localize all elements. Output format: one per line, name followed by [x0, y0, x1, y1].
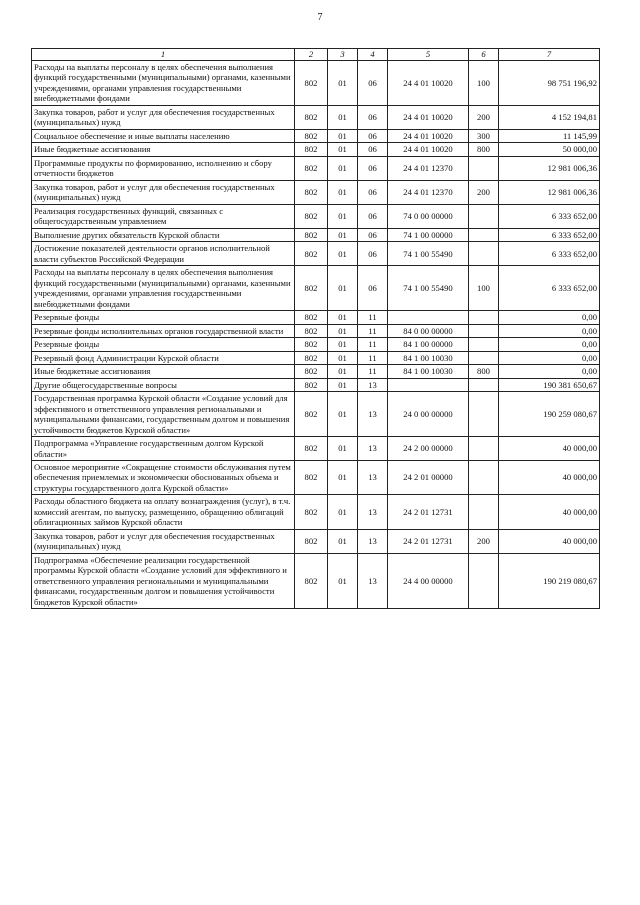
cell-target-article [388, 378, 469, 391]
cell-department-code: 802 [295, 228, 328, 241]
table-row [32, 156, 600, 180]
cell-expense-type [469, 495, 499, 529]
table-row [32, 553, 600, 608]
cell-department-code: 802 [295, 324, 328, 337]
cell-section-code: 01 [328, 266, 358, 311]
cell-amount: 11 145,99 [499, 129, 600, 142]
cell-subsection-code: 13 [358, 378, 388, 391]
cell-department-code: 802 [295, 204, 328, 228]
table-row [32, 143, 600, 156]
cell-amount: 0,00 [499, 311, 600, 324]
cell-name: Резервные фонды [32, 338, 295, 351]
cell-section-code: 01 [328, 392, 358, 437]
cell-section-code: 01 [328, 228, 358, 241]
cell-name: Закупка товаров, работ и услуг для обеспечения государственных (муниципальных) нужд [32, 105, 295, 129]
cell-department-code: 802 [295, 156, 328, 180]
cell-subsection-code: 06 [358, 204, 388, 228]
cell-section-code: 01 [328, 460, 358, 494]
cell-expense-type [469, 228, 499, 241]
table-row [32, 338, 600, 351]
cell-expense-type: 300 [469, 129, 499, 142]
cell-amount: 190 219 080,67 [499, 553, 600, 608]
cell-subsection-code: 13 [358, 460, 388, 494]
cell-name: Социальное обеспечение и иные выплаты населению [32, 129, 295, 142]
cell-department-code: 802 [295, 437, 328, 461]
cell-target-article: 84 1 00 00000 [388, 338, 469, 351]
table-row [32, 392, 600, 437]
cell-expense-type [469, 351, 499, 364]
cell-target-article: 24 2 00 00000 [388, 437, 469, 461]
cell-department-code: 802 [295, 351, 328, 364]
cell-section-code: 01 [328, 553, 358, 608]
cell-subsection-code: 13 [358, 529, 388, 553]
cell-section-code: 01 [328, 437, 358, 461]
cell-expense-type: 200 [469, 180, 499, 204]
table-row [32, 129, 600, 142]
cell-target-article: 24 2 01 12731 [388, 529, 469, 553]
cell-name: Подпрограмма «Управление государственным долгом Курской области» [32, 437, 295, 461]
cell-expense-type [469, 242, 499, 266]
table-row [32, 437, 600, 461]
cell-name: Реализация государственных функций, связанных с общегосударственным управлением [32, 204, 295, 228]
cell-department-code: 802 [295, 180, 328, 204]
cell-section-code: 01 [328, 311, 358, 324]
cell-department-code: 802 [295, 242, 328, 266]
cell-amount: 98 751 196,92 [499, 61, 600, 106]
cell-amount: 0,00 [499, 365, 600, 378]
cell-expense-type: 200 [469, 105, 499, 129]
cell-expense-type [469, 392, 499, 437]
cell-target-article: 84 1 00 10030 [388, 351, 469, 364]
cell-name: Государственная программа Курской области «Создание условий для эффективного и ответственного управления региональными и муниципальными финансами, государственным долгом и повышения устойчивости бюджетов Курской области» [32, 392, 295, 437]
cell-department-code: 802 [295, 529, 328, 553]
cell-name: Резервные фонды [32, 311, 295, 324]
cell-section-code: 01 [328, 204, 358, 228]
cell-section-code: 01 [328, 378, 358, 391]
cell-amount: 6 333 652,00 [499, 204, 600, 228]
cell-target-article: 24 4 01 10020 [388, 105, 469, 129]
cell-amount: 0,00 [499, 351, 600, 364]
cell-name: Подпрограмма «Обеспечение реализации государственной программы Курской области «Создание условий для эффективного и ответственного управления региональными и муниципальными финансами, государственным долгом и повышения устойчивости бюджетов Курской области» [32, 553, 295, 608]
table-row [32, 495, 600, 529]
cell-section-code: 01 [328, 365, 358, 378]
cell-name: Резервные фонды исполнительных органов государственной власти [32, 324, 295, 337]
cell-amount: 0,00 [499, 338, 600, 351]
cell-amount: 12 981 006,36 [499, 156, 600, 180]
cell-department-code: 802 [295, 105, 328, 129]
table-row [32, 311, 600, 324]
cell-name: Программные продукты по формированию, исполнению и сбору отчетности бюджетов [32, 156, 295, 180]
cell-subsection-code: 11 [358, 324, 388, 337]
cell-name: Основное мероприятие «Сокращение стоимости обслуживания путем обеспечения приемлемых и экономически обоснованных объема и структуры государственного долга Курской области» [32, 460, 295, 494]
cell-section-code: 01 [328, 324, 358, 337]
table-row [32, 61, 600, 106]
cell-target-article [388, 311, 469, 324]
cell-name: Закупка товаров, работ и услуг для обеспечения государственных (муниципальных) нужд [32, 180, 295, 204]
table-row [32, 324, 600, 337]
cell-target-article: 24 4 00 00000 [388, 553, 469, 608]
column-header: 5 [388, 49, 469, 61]
cell-subsection-code: 06 [358, 266, 388, 311]
table-row [32, 529, 600, 553]
cell-subsection-code: 11 [358, 338, 388, 351]
cell-subsection-code: 06 [358, 129, 388, 142]
cell-department-code: 802 [295, 129, 328, 142]
cell-name: Другие общегосударственные вопросы [32, 378, 295, 391]
cell-subsection-code: 13 [358, 495, 388, 529]
table-row [32, 204, 600, 228]
cell-department-code: 802 [295, 553, 328, 608]
cell-target-article: 24 4 01 10020 [388, 61, 469, 106]
cell-department-code: 802 [295, 392, 328, 437]
cell-subsection-code: 11 [358, 311, 388, 324]
cell-section-code: 01 [328, 495, 358, 529]
cell-expense-type: 100 [469, 61, 499, 106]
cell-name: Иные бюджетные ассигнования [32, 365, 295, 378]
page-number: 7 [317, 12, 323, 23]
cell-subsection-code: 06 [358, 143, 388, 156]
cell-department-code: 802 [295, 365, 328, 378]
table-row [32, 365, 600, 378]
table-row [32, 351, 600, 364]
table-row [32, 242, 600, 266]
cell-department-code: 802 [295, 143, 328, 156]
cell-amount: 190 381 650,67 [499, 378, 600, 391]
cell-expense-type: 800 [469, 365, 499, 378]
cell-name: Закупка товаров, работ и услуг для обеспечения государственных (муниципальных) нужд [32, 529, 295, 553]
cell-name: Резервный фонд Администрации Курской области [32, 351, 295, 364]
cell-name: Расходы областного бюджета на оплату вознаграждения (услуг), в т.ч. комиссий агентам, по выпуску, размещению, обращению облигаций облигационных займов Курской области [32, 495, 295, 529]
cell-expense-type [469, 324, 499, 337]
cell-department-code: 802 [295, 495, 328, 529]
cell-amount: 6 333 652,00 [499, 266, 600, 311]
cell-name: Иные бюджетные ассигнования [32, 143, 295, 156]
cell-department-code: 802 [295, 61, 328, 106]
cell-expense-type [469, 338, 499, 351]
cell-amount: 50 000,00 [499, 143, 600, 156]
cell-section-code: 01 [328, 129, 358, 142]
cell-expense-type: 200 [469, 529, 499, 553]
cell-amount: 40 000,00 [499, 460, 600, 494]
cell-target-article: 74 1 00 55490 [388, 266, 469, 311]
cell-target-article: 24 4 01 12370 [388, 180, 469, 204]
table-header-row [32, 49, 600, 61]
cell-expense-type [469, 437, 499, 461]
cell-subsection-code: 11 [358, 365, 388, 378]
cell-amount: 4 152 194,81 [499, 105, 600, 129]
cell-expense-type [469, 204, 499, 228]
cell-subsection-code: 06 [358, 180, 388, 204]
cell-amount: 12 981 006,36 [499, 180, 600, 204]
table-row [32, 105, 600, 129]
cell-department-code: 802 [295, 266, 328, 311]
cell-department-code: 802 [295, 378, 328, 391]
budget-table [31, 48, 600, 609]
cell-target-article: 24 0 00 00000 [388, 392, 469, 437]
cell-target-article: 24 2 01 00000 [388, 460, 469, 494]
cell-expense-type: 100 [469, 266, 499, 311]
table-row [32, 266, 600, 311]
cell-subsection-code: 11 [358, 351, 388, 364]
cell-department-code: 802 [295, 311, 328, 324]
cell-expense-type [469, 378, 499, 391]
column-header: 6 [469, 49, 499, 61]
cell-section-code: 01 [328, 338, 358, 351]
cell-amount: 6 333 652,00 [499, 242, 600, 266]
cell-section-code: 01 [328, 105, 358, 129]
cell-target-article: 84 1 00 10030 [388, 365, 469, 378]
cell-section-code: 01 [328, 180, 358, 204]
cell-target-article: 24 2 01 12731 [388, 495, 469, 529]
cell-subsection-code: 06 [358, 156, 388, 180]
cell-subsection-code: 13 [358, 553, 388, 608]
table-row [32, 460, 600, 494]
column-header: 1 [32, 49, 295, 61]
cell-amount: 6 333 652,00 [499, 228, 600, 241]
cell-target-article: 74 0 00 00000 [388, 204, 469, 228]
cell-subsection-code: 13 [358, 437, 388, 461]
cell-department-code: 802 [295, 460, 328, 494]
cell-amount: 40 000,00 [499, 529, 600, 553]
cell-subsection-code: 13 [358, 392, 388, 437]
cell-expense-type: 800 [469, 143, 499, 156]
cell-target-article: 24 4 01 10020 [388, 143, 469, 156]
table-row [32, 228, 600, 241]
table-body [32, 61, 600, 609]
cell-expense-type [469, 311, 499, 324]
cell-amount: 40 000,00 [499, 495, 600, 529]
cell-name: Расходы на выплаты персоналу в целях обеспечения выполнения функций государственными (муниципальными) органами, казенными учреждениями, органами управления государственными внебюджетными фондами [32, 266, 295, 311]
cell-target-article: 74 1 00 55490 [388, 242, 469, 266]
cell-expense-type [469, 460, 499, 494]
cell-amount: 190 259 080,67 [499, 392, 600, 437]
cell-section-code: 01 [328, 351, 358, 364]
cell-section-code: 01 [328, 529, 358, 553]
cell-target-article: 74 1 00 00000 [388, 228, 469, 241]
cell-subsection-code: 06 [358, 242, 388, 266]
cell-section-code: 01 [328, 242, 358, 266]
column-header: 7 [499, 49, 600, 61]
table-row [32, 378, 600, 391]
table-row [32, 180, 600, 204]
cell-target-article: 84 0 00 00000 [388, 324, 469, 337]
cell-target-article: 24 4 01 10020 [388, 129, 469, 142]
cell-target-article: 24 4 01 12370 [388, 156, 469, 180]
column-header: 2 [295, 49, 328, 61]
cell-name: Достижение показателей деятельности органов исполнительной власти субъектов Российской Федерации [32, 242, 295, 266]
cell-amount: 0,00 [499, 324, 600, 337]
cell-subsection-code: 06 [358, 105, 388, 129]
cell-section-code: 01 [328, 61, 358, 106]
cell-name: Расходы на выплаты персоналу в целях обеспечения выполнения функций государственными (муниципальными) органами, казенными учреждениями, органами управления государственными внебюджетными фондами [32, 61, 295, 106]
cell-expense-type [469, 156, 499, 180]
column-header: 4 [358, 49, 388, 61]
cell-name: Выполнение других обязательств Курской области [32, 228, 295, 241]
cell-section-code: 01 [328, 143, 358, 156]
cell-department-code: 802 [295, 338, 328, 351]
cell-subsection-code: 06 [358, 61, 388, 106]
cell-subsection-code: 06 [358, 228, 388, 241]
cell-amount: 40 000,00 [499, 437, 600, 461]
cell-section-code: 01 [328, 156, 358, 180]
cell-expense-type [469, 553, 499, 608]
column-header: 3 [328, 49, 358, 61]
